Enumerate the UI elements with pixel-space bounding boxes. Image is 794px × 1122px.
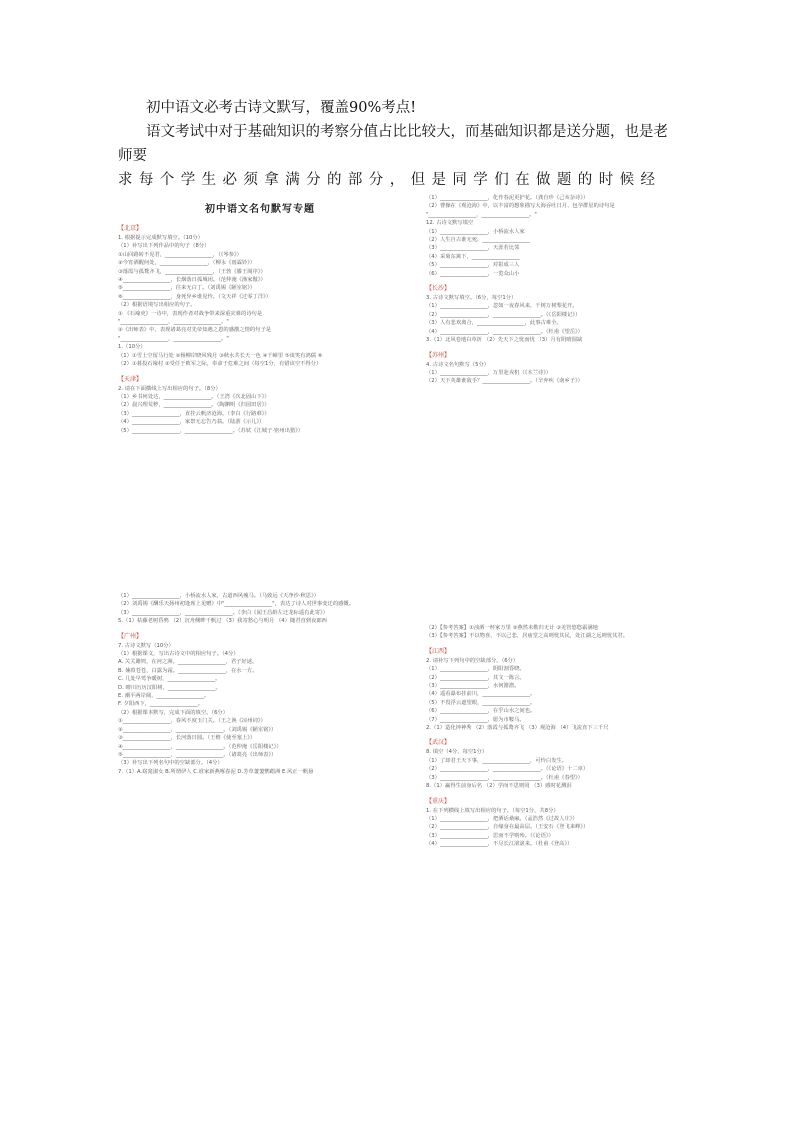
question-line: （1）__________________，忽如一夜春风来，千树万树梨花开。 bbox=[426, 303, 578, 310]
question-line: ⑤__________________，往来无白丁。（刘禹锡《陋室铭》） bbox=[118, 285, 256, 292]
section-header: 【重庆】 bbox=[426, 797, 451, 805]
question-line: （2）晨兴理荒秽，__________________。（陶渊明《归园田居》） bbox=[118, 402, 270, 409]
question-line: 4. 古诗文名句默写（5分） bbox=[426, 361, 490, 368]
question-line: （1）__________________，阴阳割昏晓。 bbox=[426, 666, 525, 673]
question-line: A. 关关雎鸠，在河之洲。__________________，君子好逑。 bbox=[118, 659, 258, 666]
question-line: （1）根据课文，写出古诗文中的相应句子。（4分） bbox=[118, 651, 239, 658]
question-line: （3）__________________，__________________。（李白《闻王昌龄左迁龙标遥有此寄》） bbox=[118, 609, 328, 616]
question-line: （2）根据语境写出相应的句子。 bbox=[118, 302, 196, 309]
question-line: （4）__________________，家祭无忘告乃翁。（陆游《示儿》） bbox=[118, 419, 265, 426]
question-line: （3）__________________，天涯若比邻 bbox=[426, 245, 520, 252]
question-line: 2. 请在下面横线上写出相应的句子。（8分） bbox=[118, 385, 221, 392]
question-line: （2）天下英雄谁敌手？__________________。（辛弃疾《南乡子》） bbox=[426, 378, 583, 385]
question-line: （2）__________________，__________________。（《论语》十二章） bbox=[426, 766, 589, 773]
question-line: （1）__________________，化作春泥更护花。（龚自珍《己亥杂诗》） bbox=[426, 195, 589, 201]
question-line: ②今宵酒醒何处，__________________，（柳永《雨霖铃》） bbox=[118, 260, 256, 267]
question-line: ⑥__________________，身死异乡谁见怜。（文天祥《过零丁洋》） bbox=[118, 293, 272, 300]
question-line: "__________________，__________________。" bbox=[426, 211, 537, 218]
page-body bbox=[118, 223, 402, 435]
question-line: 1. 在下列横线上填写出相应的句子。（每空1分，共8分） bbox=[426, 807, 559, 814]
intro-heading: 初中语文必考古诗文默写，覆盖90%考点! bbox=[146, 100, 417, 116]
question-line: ① 《石壕吏》一诗中，表现作者对战争带来深重灾难的诗句是 bbox=[118, 310, 263, 317]
question-line: ④__________________，__________________。（范仲淹《岳阳楼记》） bbox=[118, 743, 282, 750]
section-header: 【长沙】 bbox=[426, 285, 451, 293]
question-line: （7）__________________，愿为市鞍马。 bbox=[426, 716, 525, 723]
question-line: （1）了却君王天下事，__________________，可怜白发生。 bbox=[426, 757, 568, 764]
question-line: （3）__________________，直挂云帆济沧海。（李白《行路难》） bbox=[118, 410, 270, 417]
question-line: 5.（1）枯藤老树昏鸦 （2）沉舟侧畔千帆过 （3）我寄愁心与明月 （4）随君直到夜郎西 bbox=[118, 618, 327, 625]
question-line: ③__________________，长河落日圆。（王维《使至塞上》） bbox=[118, 735, 256, 742]
question-line: （1）乡书何处达，__________________。（王湾《次北固山下》） bbox=[118, 393, 270, 400]
question-line: C. 几处早莺争暖树，__________________。 bbox=[118, 676, 221, 683]
section-header: 【江西】 bbox=[426, 647, 451, 655]
question-line: （2）曹操在《观沧海》中，以丰富的想象描写大海吞吐日月、包孕群星的诗句是 bbox=[426, 203, 615, 210]
worksheet-title: 初中语文名句默写专题 bbox=[205, 204, 315, 215]
question-line: D. 晴川历历汉阳树，__________________。 bbox=[118, 684, 221, 691]
question-line: （3）【参考答案】不以物喜，不以己悲，居庙堂之高则忧其民，处江湖之远则忧其君。 bbox=[426, 633, 629, 640]
question-line: F. 夕阳西下，__________________。 bbox=[118, 701, 204, 708]
question-line: （1）补写出下列作品中的句子（8分） bbox=[118, 243, 210, 250]
question-line: （2）①暮投石壕村 ②受任于败军之际，奉命于危难之间（每空1分，有错该空不得分） bbox=[118, 361, 322, 368]
question-line: （3）__________________，思而不学则殆。（《论语》） bbox=[426, 832, 554, 839]
question-line: （5）__________________，__________________。（苏轼《江城子·密州出猎》） bbox=[118, 427, 304, 434]
question-line: （1）__________________，小桥流水人家 bbox=[426, 228, 525, 235]
question-line: （6）__________________，一览众山小 bbox=[426, 270, 520, 277]
question-line: "__________________，__________________。" bbox=[118, 335, 229, 342]
question-line: 2.（1）造化钟神秀 （2）落霞与孤鹜齐飞 （3）观沧海 （4）飞流直下三千尺 bbox=[426, 725, 609, 732]
question-line: （2）人生自古谁无死，__________________ bbox=[426, 237, 531, 244]
worksheet-page-3 bbox=[110, 588, 410, 913]
intro-paragraph-line1: 语文考试中对于基础知识的考察分值占比比较大，而基础知识都是送分题，也是老师要 bbox=[118, 124, 668, 164]
question-line: ⑤__________________，__________________。（诸葛亮《出师表》） bbox=[118, 751, 277, 758]
question-line: （4）__________________，__________________。（杜甫《望岳》） bbox=[426, 328, 583, 335]
worksheet-page-2 bbox=[418, 190, 688, 530]
question-line: （2）根据课本默写，完成下面的填空。（6分） bbox=[118, 709, 229, 716]
question-line: （4）__________________，不尽长江滚滚来。（杜甫《登高》） bbox=[426, 841, 573, 848]
question-line: （5）不畏浮云遮望眼，__________________。 bbox=[426, 699, 536, 706]
page-body bbox=[426, 194, 680, 386]
question-line: 3. 古诗文默写填空。（6分，每空1分） bbox=[426, 295, 517, 302]
question-line: 3.（1）北风卷地白草折 （2）先天下之忧而忧 （3）月有阴晴圆缺 bbox=[426, 337, 583, 344]
question-line: ①山回路转不见君，__________________，（《岑参》） bbox=[118, 251, 242, 258]
intro-paragraph-line2: 求每个学生必须拿满分的部分，但是同学们在做题的时候经 bbox=[118, 172, 662, 188]
question-line: ①__________________，春风不度玉门关。（王之涣《凉州词》） bbox=[118, 718, 266, 725]
question-line: "__________________，__________________。" bbox=[118, 319, 229, 326]
question-line: （2）刘禹锡《酬乐天扬州初逢席上见赠》中"__________________"，表达了诗人对世事变迁的感慨。 bbox=[118, 601, 355, 608]
question-line: （5）__________________，对影成三人 bbox=[426, 262, 520, 269]
question-line: 7.（1）A.窈窕淑女 B.所谓伊人 C.谁家新燕啄春泥 D.芳草萋萋鹦鹉洲 E.风正一帆悬 bbox=[118, 768, 314, 775]
question-line: ③落霞与孤鹜齐飞，__________________，（王勃《滕王阁序》） bbox=[118, 268, 266, 275]
page-body bbox=[118, 592, 402, 776]
question-line: 1. 根据提示完成默写填空。（10分） bbox=[118, 235, 203, 241]
question-line: ②__________________，__________________。（刘禹锡《陋室铭》） bbox=[118, 726, 277, 733]
question-line: B. 蒹葭苍苍，白露为霜。__________________，在水一方。 bbox=[118, 667, 258, 674]
question-line: 12. 古诗文默写填空 bbox=[426, 220, 474, 227]
question-line: （2）__________________，自缘身在最高层。（王安石《登飞来峰》） bbox=[426, 824, 589, 831]
question-line: 2. 请补写下列句中的空缺部分。（6分） bbox=[426, 657, 519, 664]
question-line: （1）①雪上空留马行处 ②杨柳岸晓风残月 ③秋水共长天一色 ④千嶂里 ⑤谈笑有鸿儒 ⑥ bbox=[118, 352, 323, 359]
page-body bbox=[426, 624, 680, 849]
section-header: 【天津】 bbox=[118, 375, 143, 383]
question-line: （2）__________________，__________________。（《岳阳楼记》） bbox=[426, 311, 581, 318]
section-header: 【广州】 bbox=[118, 632, 143, 640]
worksheet-page-1 bbox=[110, 190, 410, 530]
question-line: （1）__________________，把酒话桑麻。（孟浩然《过故人庄》） bbox=[426, 815, 578, 822]
question-line: 8.（1）赢得生前身后名 （2）学而不思则罔 （3）感时花溅泪 bbox=[426, 783, 572, 790]
question-line: ②《出师表》中，表现诸葛亮对先帝知遇之恩的感激之情的句子是 bbox=[118, 327, 272, 334]
question-line: （3）__________________，__________________。（杜甫《春望》） bbox=[426, 774, 583, 781]
question-line: （4）采菊东篱下，__________________ bbox=[426, 253, 520, 260]
question-line: （2）【参考答案】①浊酒一杯家万里 ②燕然未勒归无计 ③羌管悠悠霜满地 bbox=[426, 625, 598, 631]
section-header: 【苏州】 bbox=[426, 351, 451, 359]
question-line: （3）人有悲欢离合，__________________，此事古难全。 bbox=[426, 320, 562, 327]
question-line: （4）遥看瀑布挂前川，__________________。 bbox=[426, 691, 536, 698]
question-line: （2）__________________，其文一陈言。 bbox=[426, 674, 525, 681]
section-header: 【北京】 bbox=[118, 225, 143, 232]
section-header: 【武汉】 bbox=[426, 739, 451, 747]
question-line: E. 潮平两岸阔，__________________。 bbox=[118, 693, 210, 700]
question-line: 7. 古诗文默写（10分） bbox=[118, 642, 174, 649]
question-line: （1）__________________，万里赴戎机（《木兰诗》） bbox=[426, 369, 552, 376]
question-line: 8. 填空（4分，每空1分） bbox=[426, 749, 488, 756]
question-line: （3）__________________，水何澹澹。 bbox=[426, 683, 520, 690]
question-line: （3）补写出下列名句中的空缺部分。（4分） bbox=[118, 760, 223, 767]
question-line: （1）__________________，小桥流水人家，古道西风瘦马。（马致远《天净沙·秋思》） bbox=[118, 593, 320, 599]
question-line: 1.（10分） bbox=[118, 344, 146, 351]
worksheet-page-4 bbox=[418, 620, 688, 950]
question-line: ④__________________，长烟落日孤城闭。（范仲淹《渔家傲》） bbox=[118, 277, 266, 284]
question-line: （6）__________________，在乎山水之间也。 bbox=[426, 708, 536, 715]
